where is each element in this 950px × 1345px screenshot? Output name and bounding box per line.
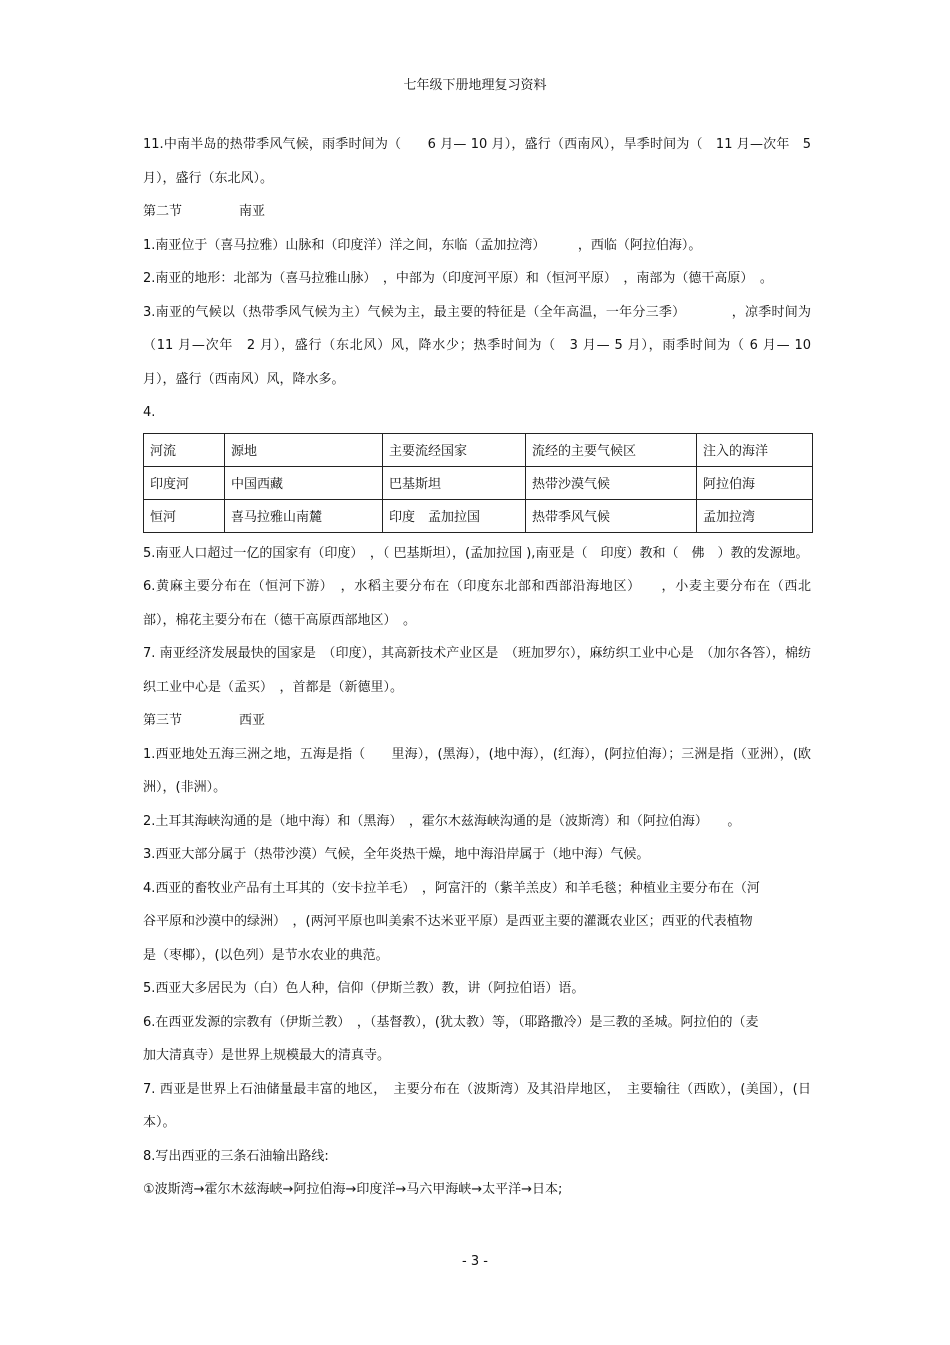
river-table bbox=[143, 433, 813, 533]
section-heading-south-asia bbox=[143, 195, 811, 229]
table-cell: 中国西藏 bbox=[225, 466, 383, 499]
west-asia-item-5: 5.西亚大多居民为（白）色人种，信仰（伊斯兰教）教，讲（阿拉伯语）语。 bbox=[143, 981, 585, 996]
section-heading-west-asia bbox=[143, 704, 811, 738]
table-cell: 恒河 bbox=[144, 499, 225, 532]
section-name: 南亚 bbox=[239, 204, 266, 219]
west-asia-item-4-line: 4.西亚的畜牧业产品有土耳其的（安卡拉羊毛） ，阿富汗的（紫羊羔皮）和羊毛毯；种植业主要分布在（河 bbox=[143, 880, 760, 896]
section-number: 第三节 bbox=[143, 713, 183, 728]
west-asia-item-4-line: 是（枣椰），(以色列）是节水农业的典范。 bbox=[143, 947, 389, 963]
table-cell: 孟加拉湾 bbox=[697, 499, 813, 532]
section-name: 西亚 bbox=[239, 713, 266, 728]
west-asia-item-8: 8.写出西亚的三条石油输出路线: bbox=[143, 1148, 329, 1164]
table-cell: 巴基斯坦 bbox=[383, 466, 526, 499]
page-header-title: 七年级下册地理复习资料 bbox=[403, 78, 547, 93]
table-row bbox=[144, 466, 813, 499]
west-asia-item-1: 1.西亚地处五海三洲之地，五海是指（ 里海），(黑海），(地中海），(红海），(阿拉伯海）；三洲是指（亚洲），(欧洲），(非洲）。 bbox=[143, 746, 811, 795]
south-asia-item-1: 1.南亚位于（喜马拉雅）山脉和（印度洋）洋之间，东临（孟加拉湾） ，西临（阿拉伯海）。 bbox=[143, 237, 702, 253]
table-row bbox=[144, 499, 813, 532]
west-asia-item-4-line: 谷平原和沙漠中的绿洲） ，(两河平原也叫美索不达米亚平原）是西亚主要的灌溉农业区；西亚的代表植物 bbox=[143, 914, 753, 929]
table-cell: 热带季风气候 bbox=[526, 499, 697, 532]
south-asia-item-2: 2.南亚的地形：北部为（喜马拉雅山脉） ，中部为（印度河平原）和（恒河平原） ，南部为（德干高原） 。 bbox=[143, 271, 773, 286]
table-header-cell: 河流 bbox=[144, 433, 225, 466]
south-asia-item-4-label: 4. bbox=[143, 405, 156, 420]
south-asia-item-5: 5.南亚人口超过一亿的国家有（印度） ，（ 巴基斯坦），(孟加拉国 ),南亚是（ 印度）教和（ 佛 ）教的发源地。 bbox=[143, 545, 809, 561]
west-asia-item-7: 7. 西亚是世界上石油储量最丰富的地区， 主要分布在（波斯湾）及其沿岸地区， 主要输往（西欧），(美国），(日本）。 bbox=[143, 1081, 811, 1130]
south-asia-item-6: 6.黄麻主要分布在（恒河下游） ，水稻主要分布在（印度东北部和西部沿海地区） ，小麦主要分布在（西北部），棉花主要分布在（德干高原西部地区） 。 bbox=[143, 579, 811, 628]
west-asia-item-3: 3.西亚大部分属于（热带沙漠）气候，全年炎热干燥，地中海沿岸属于（地中海）气候。 bbox=[143, 847, 650, 862]
west-asia-item-6-line: 6.在西亚发源的宗教有（伊斯兰教） ，（基督教），(犹太教）等，（耶路撒冷）是三教的圣城。阿拉伯的（麦 bbox=[143, 1014, 759, 1030]
page-number: - 3 - bbox=[462, 1254, 488, 1269]
table-header-cell: 注入的海洋 bbox=[697, 433, 813, 466]
table-header-cell: 流经的主要气候区 bbox=[526, 433, 697, 466]
oil-route-1: ①波斯湾→霍尔木兹海峡→阿拉伯海→印度洋→马六甲海峡→太平洋→日本; bbox=[143, 1182, 563, 1197]
table-cell: 印度河 bbox=[144, 466, 225, 499]
south-asia-item-7: 7. 南亚经济发展最快的国家是 （印度），其高新技术产业区是 （班加罗尔），麻纺织工业中心是 （加尔各答），棉纺织工业中心是（孟买） ，首都是（新德里）。 bbox=[143, 646, 811, 695]
table-cell: 喜马拉雅山南麓 bbox=[225, 499, 383, 532]
table-header-cell: 主要流经国家 bbox=[383, 433, 526, 466]
west-asia-item-2: 2.土耳其海峡沟通的是（地中海）和（黑海） ，霍尔木兹海峡沟通的是（波斯湾）和（阿拉伯海） 。 bbox=[143, 813, 741, 829]
section-number: 第二节 bbox=[143, 204, 183, 219]
table-header-row bbox=[144, 433, 813, 466]
table-cell: 印度 孟加拉国 bbox=[383, 499, 526, 532]
paragraph-11: 11.中南半岛的热带季风气候，雨季时间为（ 6 月— 10 月），盛行（西南风），旱季时间为（ 11 月—次年 5 月），盛行（东北风）。 bbox=[143, 137, 811, 186]
west-asia-item-6-line: 加大清真寺）是世界上规模最大的清真寺。 bbox=[143, 1048, 391, 1063]
table-cell: 热带沙漠气候 bbox=[526, 466, 697, 499]
south-asia-item-3: 3.南亚的气候以（热带季风气候为主）气候为主，最主要的特征是（全年高温，一年分三季） ，凉季时间为（11 月—次年 2 月），盛行（东北风）风，降水少；热季时间为（ 3 月— 5 月），雨季时间为（ 6 月— 10 月），盛行（西南风）风，降水多。 bbox=[143, 304, 811, 387]
table-cell: 阿拉伯海 bbox=[697, 466, 813, 499]
table-header-cell: 源地 bbox=[225, 433, 383, 466]
document-body bbox=[143, 128, 811, 1207]
